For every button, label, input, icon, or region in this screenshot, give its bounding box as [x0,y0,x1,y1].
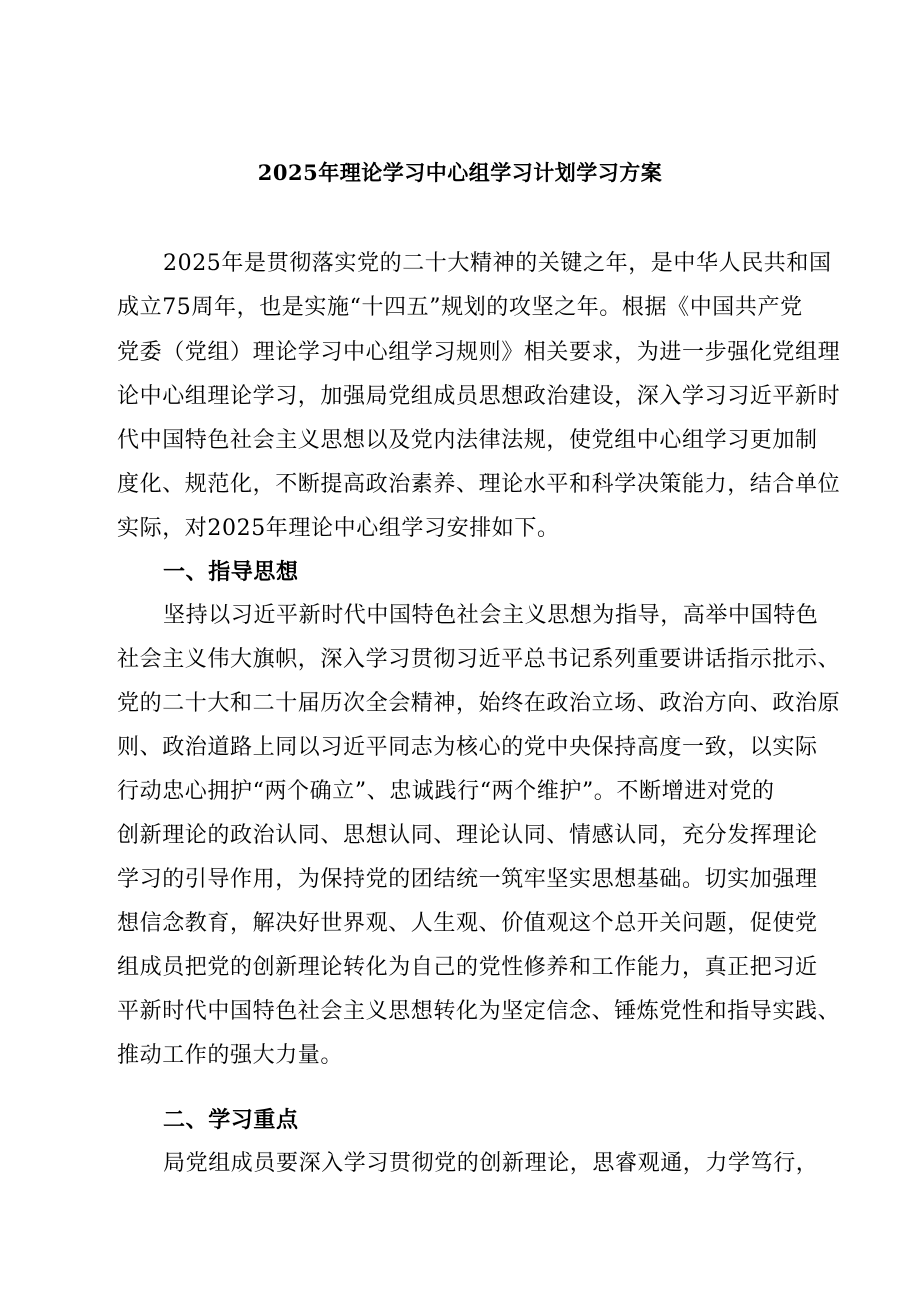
intro-line-1: 2025年是贯彻落实党的二十大精神的关键之年，是中华人民共和国 [163,251,832,276]
intro-line-6: 度化、规范化，不断提高政治素养、理论水平和科学决策能力，结合单位 [117,472,841,497]
section-heading-guiding-ideology: 一、指导思想 [163,559,299,585]
section1-line-4: 则、政治道路上同以习近平同志为核心的党中央保持高度一致，以实际 [117,735,818,760]
intro-line-3: 党委（党组）理论学习中心组学习规则》相关要求，为进一步强化党组理 [117,340,841,365]
section1-line-3: 党的二十大和二十届历次全会精神，始终在政治立场、政治方向、政治原 [117,691,841,716]
section-heading-study-focus: 二、学习重点 [163,1107,299,1133]
section1-line-7: 学习的引导作用，为保持党的团结统一筑牢坚实思想基础。切实加强理 [117,867,818,892]
intro-line-4: 论中心组理论学习，加强局党组成员思想政治建设，深入学习习近平新时 [117,384,841,409]
section1-line-1: 坚持以习近平新时代中国特色社会主义思想为指导，高举中国特色 [163,603,819,628]
intro-line-5: 代中国特色社会主义思想以及党内法律法规，使党组中心组学习更加制 [117,428,818,453]
document-title: 2025年理论学习中心组学习计划学习方案 [257,160,663,185]
section1-line-10: 平新时代中国特色社会主义思想转化为坚定信念、锤炼党性和指导实践、 [117,999,841,1024]
intro-line-7: 实际，对2025年理论中心组学习安排如下。 [117,516,560,541]
section1-line-2: 社会主义伟大旗帜，深入学习贯彻习近平总书记系列重要讲话指示批示、 [117,647,841,672]
section1-line-5: 行动忠心拥护“两个确立”、忠诚践行“两个维护”。不断增进对党的 [117,779,775,804]
section1-line-9: 组成员把党的创新理论转化为自己的党性修养和工作能力，真正把习近 [117,955,818,980]
section2-line-1: 局党组成员要深入学习贯彻党的创新理论，思睿观通，力学笃行， [163,1151,819,1176]
section1-line-6: 创新理论的政治认同、思想认同、理论认同、情感认同，充分发挥理论 [117,823,818,848]
section1-line-11: 推动工作的强大力量。 [117,1043,344,1068]
section1-line-8: 想信念教育，解决好世界观、人生观、价值观这个总开关问题，促使党 [117,911,818,936]
intro-line-2: 成立75周年，也是实施“十四五”规划的攻坚之年。根据《中国共产党 [117,295,803,320]
